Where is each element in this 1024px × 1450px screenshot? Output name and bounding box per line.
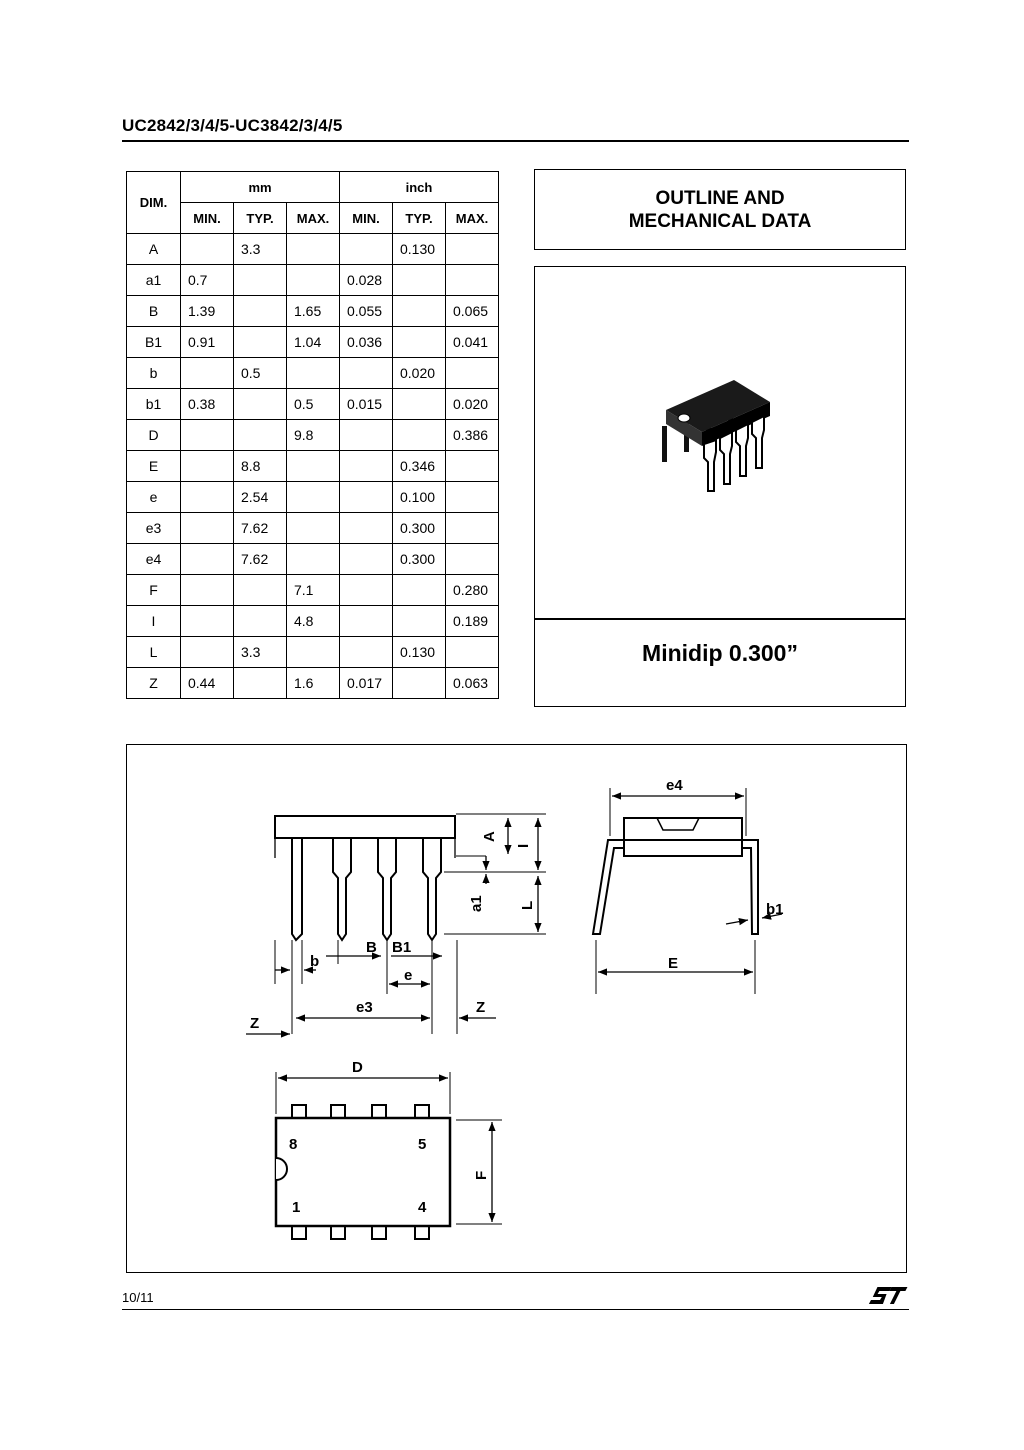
value-cell xyxy=(393,389,446,420)
value-cell xyxy=(234,606,287,637)
header-rule xyxy=(122,140,909,142)
value-cell: 4.8 xyxy=(287,606,340,637)
value-cell xyxy=(340,482,393,513)
label-pin5: 5 xyxy=(417,1135,426,1153)
value-cell: 0.346 xyxy=(393,451,446,482)
value-cell: 0.020 xyxy=(393,358,446,389)
value-cell: 3.3 xyxy=(234,234,287,265)
dim-cell: e xyxy=(127,482,181,513)
side-view-pins xyxy=(292,838,441,940)
value-cell xyxy=(340,234,393,265)
value-cell xyxy=(393,327,446,358)
value-cell xyxy=(446,513,499,544)
value-cell xyxy=(234,327,287,358)
value-cell xyxy=(340,575,393,606)
dim-cell: D xyxy=(127,420,181,451)
subheader-cell: MIN. xyxy=(181,203,234,234)
value-cell: 0.130 xyxy=(393,234,446,265)
dim-cell: e4 xyxy=(127,544,181,575)
subheader-cell: MAX. xyxy=(287,203,340,234)
value-cell: 7.62 xyxy=(234,513,287,544)
dim-cell: B xyxy=(127,296,181,327)
value-cell: 1.04 xyxy=(287,327,340,358)
value-cell xyxy=(446,265,499,296)
value-cell xyxy=(234,668,287,699)
label-pin1: 1 xyxy=(291,1198,300,1216)
value-cell xyxy=(287,234,340,265)
value-cell xyxy=(287,482,340,513)
value-cell xyxy=(340,606,393,637)
label-E: E xyxy=(667,954,678,972)
dim-cell: a1 xyxy=(127,265,181,296)
mechanical-drawing-box xyxy=(126,744,907,1273)
value-cell xyxy=(393,296,446,327)
value-cell xyxy=(234,420,287,451)
label-I: I xyxy=(514,843,532,848)
value-cell: 0.015 xyxy=(340,389,393,420)
dim-cell: L xyxy=(127,637,181,668)
value-cell xyxy=(446,544,499,575)
value-cell xyxy=(446,358,499,389)
dim-cell: B1 xyxy=(127,327,181,358)
value-cell: 0.100 xyxy=(393,482,446,513)
value-cell xyxy=(340,451,393,482)
label-b: b xyxy=(309,952,319,970)
dim-cell: Z xyxy=(127,668,181,699)
dim-cell: b xyxy=(127,358,181,389)
label-B: B xyxy=(365,938,377,956)
value-cell xyxy=(393,420,446,451)
value-cell xyxy=(340,637,393,668)
value-cell xyxy=(393,668,446,699)
dim-cell: I xyxy=(127,606,181,637)
table-row xyxy=(127,575,499,606)
value-cell xyxy=(393,575,446,606)
value-cell xyxy=(234,575,287,606)
value-cell: 0.5 xyxy=(287,389,340,420)
value-cell xyxy=(446,451,499,482)
value-cell: 0.065 xyxy=(446,296,499,327)
subheader-cell: MAX. xyxy=(446,203,499,234)
value-cell xyxy=(181,575,234,606)
value-cell xyxy=(287,544,340,575)
value-cell: 0.017 xyxy=(340,668,393,699)
outline-title-line2: MECHANICAL DATA xyxy=(628,210,812,232)
st-logo-icon xyxy=(868,1285,908,1307)
table-row xyxy=(127,668,499,699)
pin1-dot xyxy=(678,414,690,422)
package-divider xyxy=(534,618,906,620)
label-Z-right: Z xyxy=(475,998,485,1016)
value-cell: 0.130 xyxy=(393,637,446,668)
label-a1: a1 xyxy=(467,894,485,912)
value-cell xyxy=(287,265,340,296)
label-e4: e4 xyxy=(665,776,683,794)
label-D: D xyxy=(351,1058,363,1076)
dim-cell: b1 xyxy=(127,389,181,420)
value-cell: 0.041 xyxy=(446,327,499,358)
value-cell: 7.62 xyxy=(234,544,287,575)
page-number: 10/11 xyxy=(122,1290,154,1305)
table-row xyxy=(127,327,499,358)
table-row xyxy=(127,451,499,482)
value-cell xyxy=(181,234,234,265)
value-cell xyxy=(234,389,287,420)
value-cell: 0.055 xyxy=(340,296,393,327)
dim-cell: e3 xyxy=(127,513,181,544)
value-cell xyxy=(340,420,393,451)
dimensions-table xyxy=(126,171,499,699)
subheader-cell: TYP. xyxy=(393,203,446,234)
inch-header: inch xyxy=(340,172,499,203)
table-row xyxy=(127,544,499,575)
label-F: F xyxy=(472,1170,490,1180)
table-row xyxy=(127,358,499,389)
label-L: L xyxy=(518,900,536,910)
label-B1: B1 xyxy=(391,938,411,956)
document-title: UC2842/3/4/5-UC3842/3/4/5 xyxy=(122,116,343,135)
value-cell: 0.5 xyxy=(234,358,287,389)
end-view-leg-left xyxy=(593,840,624,934)
label-pin4: 4 xyxy=(417,1198,426,1216)
value-cell xyxy=(340,513,393,544)
value-cell: 1.65 xyxy=(287,296,340,327)
value-cell: 0.020 xyxy=(446,389,499,420)
value-cell: 0.44 xyxy=(181,668,234,699)
package-name: Minidip 0.300” xyxy=(642,640,798,666)
end-view-leg-right xyxy=(742,840,758,934)
table-row xyxy=(127,234,499,265)
label-e3: e3 xyxy=(355,998,373,1016)
table-row xyxy=(127,482,499,513)
value-cell: 0.280 xyxy=(446,575,499,606)
table-row xyxy=(127,420,499,451)
value-cell xyxy=(181,358,234,389)
outline-title-box xyxy=(534,169,906,250)
subheader-row xyxy=(127,203,499,234)
value-cell: 1.39 xyxy=(181,296,234,327)
subheader-cell: TYP. xyxy=(234,203,287,234)
subheader-cell: MIN. xyxy=(340,203,393,234)
dim-cell: F xyxy=(127,575,181,606)
value-cell: 0.063 xyxy=(446,668,499,699)
value-cell: 0.7 xyxy=(181,265,234,296)
mm-header: mm xyxy=(181,172,340,203)
value-cell: 8.8 xyxy=(234,451,287,482)
value-cell xyxy=(287,358,340,389)
value-cell xyxy=(181,606,234,637)
value-cell: 9.8 xyxy=(287,420,340,451)
dim-cell: A xyxy=(127,234,181,265)
value-cell xyxy=(446,482,499,513)
value-cell xyxy=(340,544,393,575)
mechanical-drawing xyxy=(126,744,907,1273)
top-view-pins xyxy=(292,1105,429,1239)
label-pin8: 8 xyxy=(288,1135,297,1153)
value-cell xyxy=(287,637,340,668)
footer-rule xyxy=(122,1309,909,1310)
value-cell xyxy=(181,544,234,575)
side-view-body xyxy=(275,816,455,838)
label-Z-left: Z xyxy=(249,1014,259,1032)
value-cell xyxy=(340,358,393,389)
value-cell xyxy=(446,234,499,265)
value-cell: 0.028 xyxy=(340,265,393,296)
table-body xyxy=(127,234,499,699)
value-cell xyxy=(181,451,234,482)
table-row xyxy=(127,296,499,327)
value-cell: 3.3 xyxy=(234,637,287,668)
dim-header: DIM. xyxy=(127,172,181,234)
table-row xyxy=(127,265,499,296)
table-row xyxy=(127,389,499,420)
value-cell xyxy=(446,637,499,668)
value-cell: 0.036 xyxy=(340,327,393,358)
end-view-body xyxy=(624,818,742,840)
value-cell: 2.54 xyxy=(234,482,287,513)
value-cell: 0.386 xyxy=(446,420,499,451)
value-cell: 0.189 xyxy=(446,606,499,637)
dim-cell: E xyxy=(127,451,181,482)
value-cell xyxy=(181,513,234,544)
value-cell xyxy=(287,513,340,544)
value-cell xyxy=(287,451,340,482)
value-cell: 0.300 xyxy=(393,544,446,575)
table-row xyxy=(127,606,499,637)
value-cell: 7.1 xyxy=(287,575,340,606)
table-row xyxy=(127,513,499,544)
value-cell xyxy=(393,265,446,296)
value-cell xyxy=(234,265,287,296)
value-cell: 0.300 xyxy=(393,513,446,544)
value-cell xyxy=(181,637,234,668)
value-cell: 1.6 xyxy=(287,668,340,699)
outline-title-line1: OUTLINE AND xyxy=(655,187,785,209)
label-e: e xyxy=(403,966,412,984)
value-cell xyxy=(181,482,234,513)
value-cell xyxy=(181,420,234,451)
table-row xyxy=(127,637,499,668)
value-cell xyxy=(234,296,287,327)
value-cell: 0.91 xyxy=(181,327,234,358)
label-A: A xyxy=(480,830,498,842)
label-b1: b1 xyxy=(765,900,784,918)
value-cell xyxy=(393,606,446,637)
value-cell: 0.38 xyxy=(181,389,234,420)
